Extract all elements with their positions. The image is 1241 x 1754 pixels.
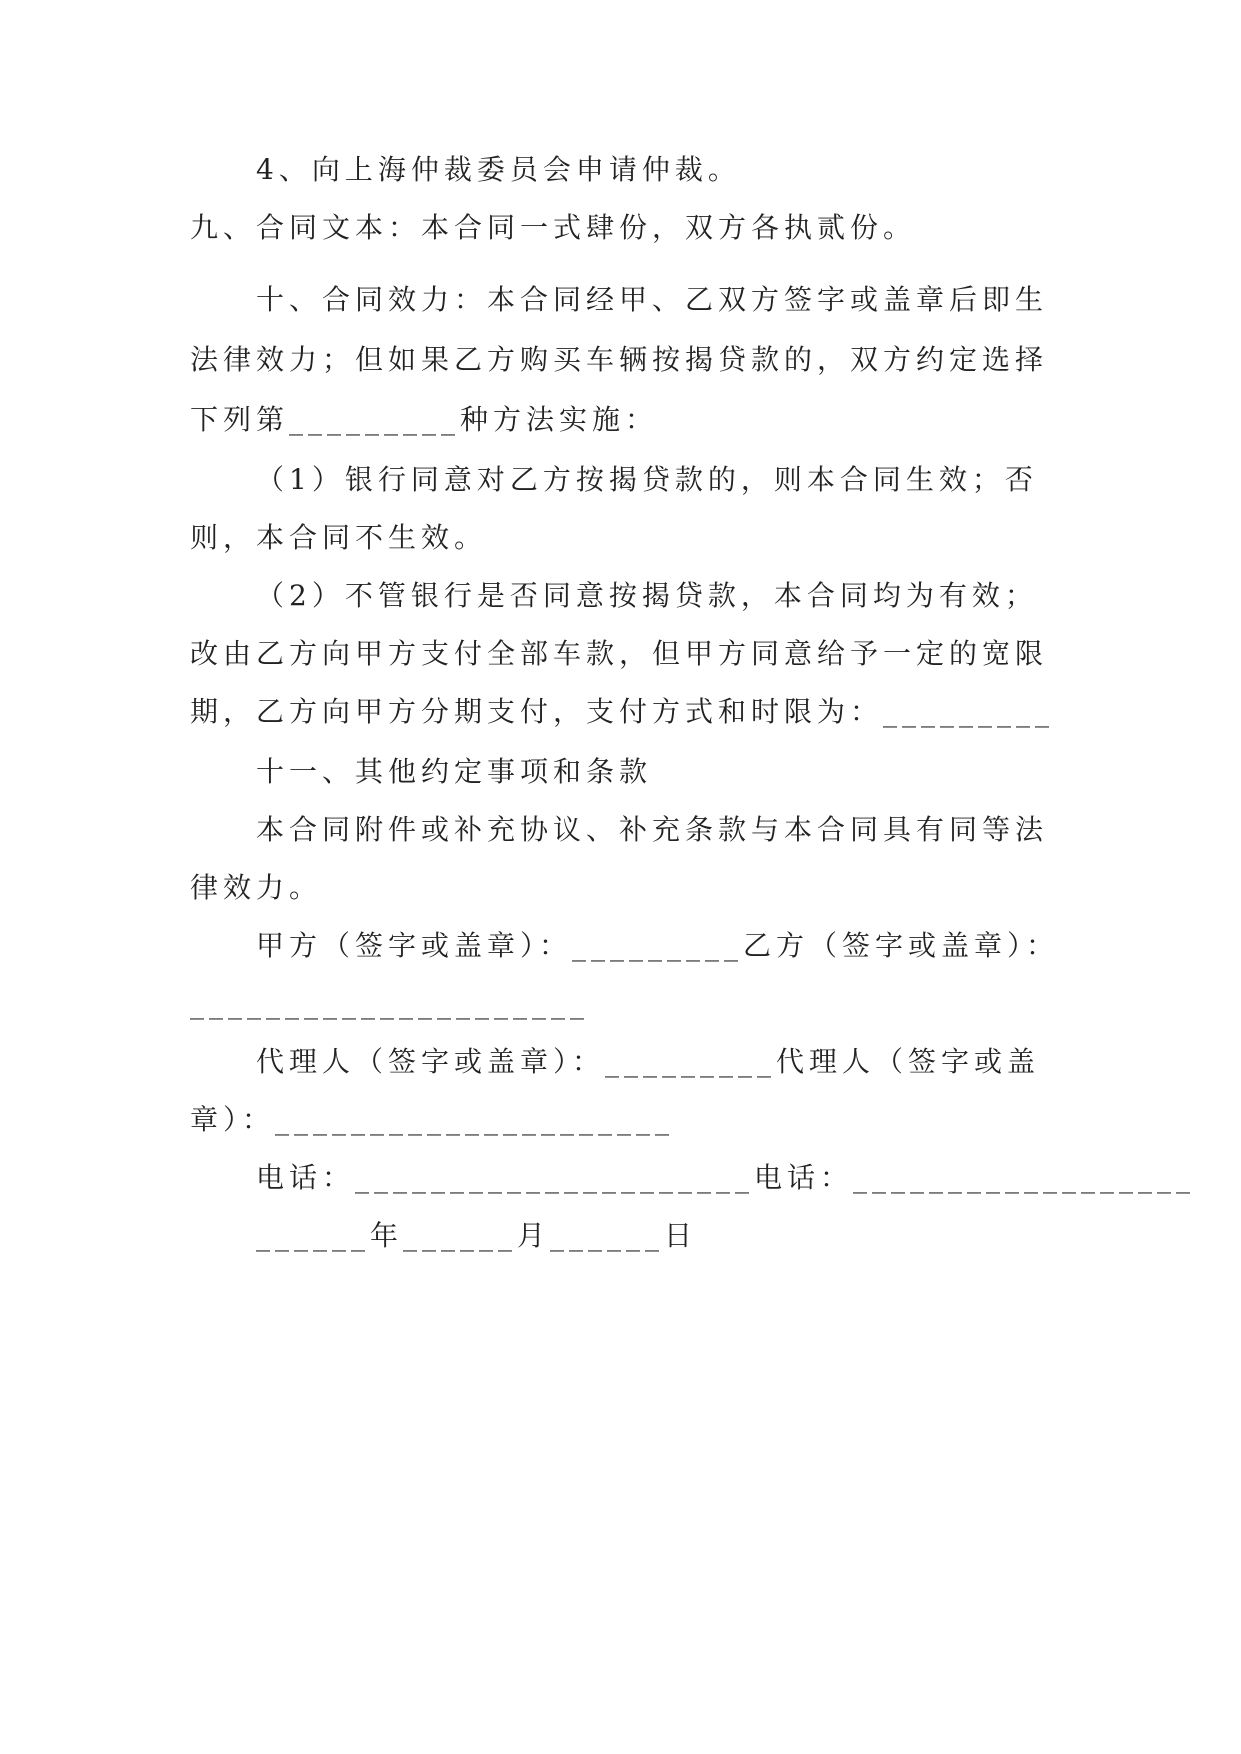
clause-11-line-2: 律效力。 [190,871,323,904]
option-2-line-3: 期，乙方向甲方分期支付，支付方式和时限为：_________ [190,695,1055,728]
clause-11-heading: 十一、其他约定事项和条款 [256,755,653,788]
party-signature-line: 甲方（签字或盖章）：_________乙方（签字或盖章）： [256,929,1060,962]
clause-11-line-1: 本合同附件或补充协议、补充条款与本合同具有同等法 [256,813,1049,846]
clause-10-line-3: 下列第_________种方法实施： [190,403,659,436]
clause-10-line-2: 法律效力；但如果乙方购买车辆按揭贷款的，双方约定选择 [190,343,1049,376]
option-2-line-2: 改由乙方向甲方支付全部车款，但甲方同意给予一定的宽限 [190,637,1049,670]
party-b-signature-blank: _____________________ [190,987,589,1020]
date-line: ______年______月______日 [256,1219,698,1252]
clause-9-text-copies: 九、合同文本：本合同一式肆份，双方各执贰份。 [190,211,917,244]
clause-10-line-1: 十、合同效力：本合同经甲、乙双方签字或盖章后即生 [256,283,1049,316]
option-1-line-1: （1）银行同意对乙方按揭贷款的，则本合同生效；否 [256,463,1038,496]
option-1-line-2: 则，本合同不生效。 [190,521,488,554]
agent-signature-line: 代理人（签字或盖章）：_________代理人（签字或盖 [256,1045,1041,1078]
option-2-line-1: （2）不管银行是否同意按揭贷款，本合同均为有效； [256,579,1038,612]
agent-signature-line-2: 章）：_____________________ [190,1103,675,1136]
clause-8-item-4: 4、向上海仲裁委员会申请仲裁。 [256,153,741,186]
phone-line: 电话：_____________________电话：__________________ [256,1161,1196,1194]
